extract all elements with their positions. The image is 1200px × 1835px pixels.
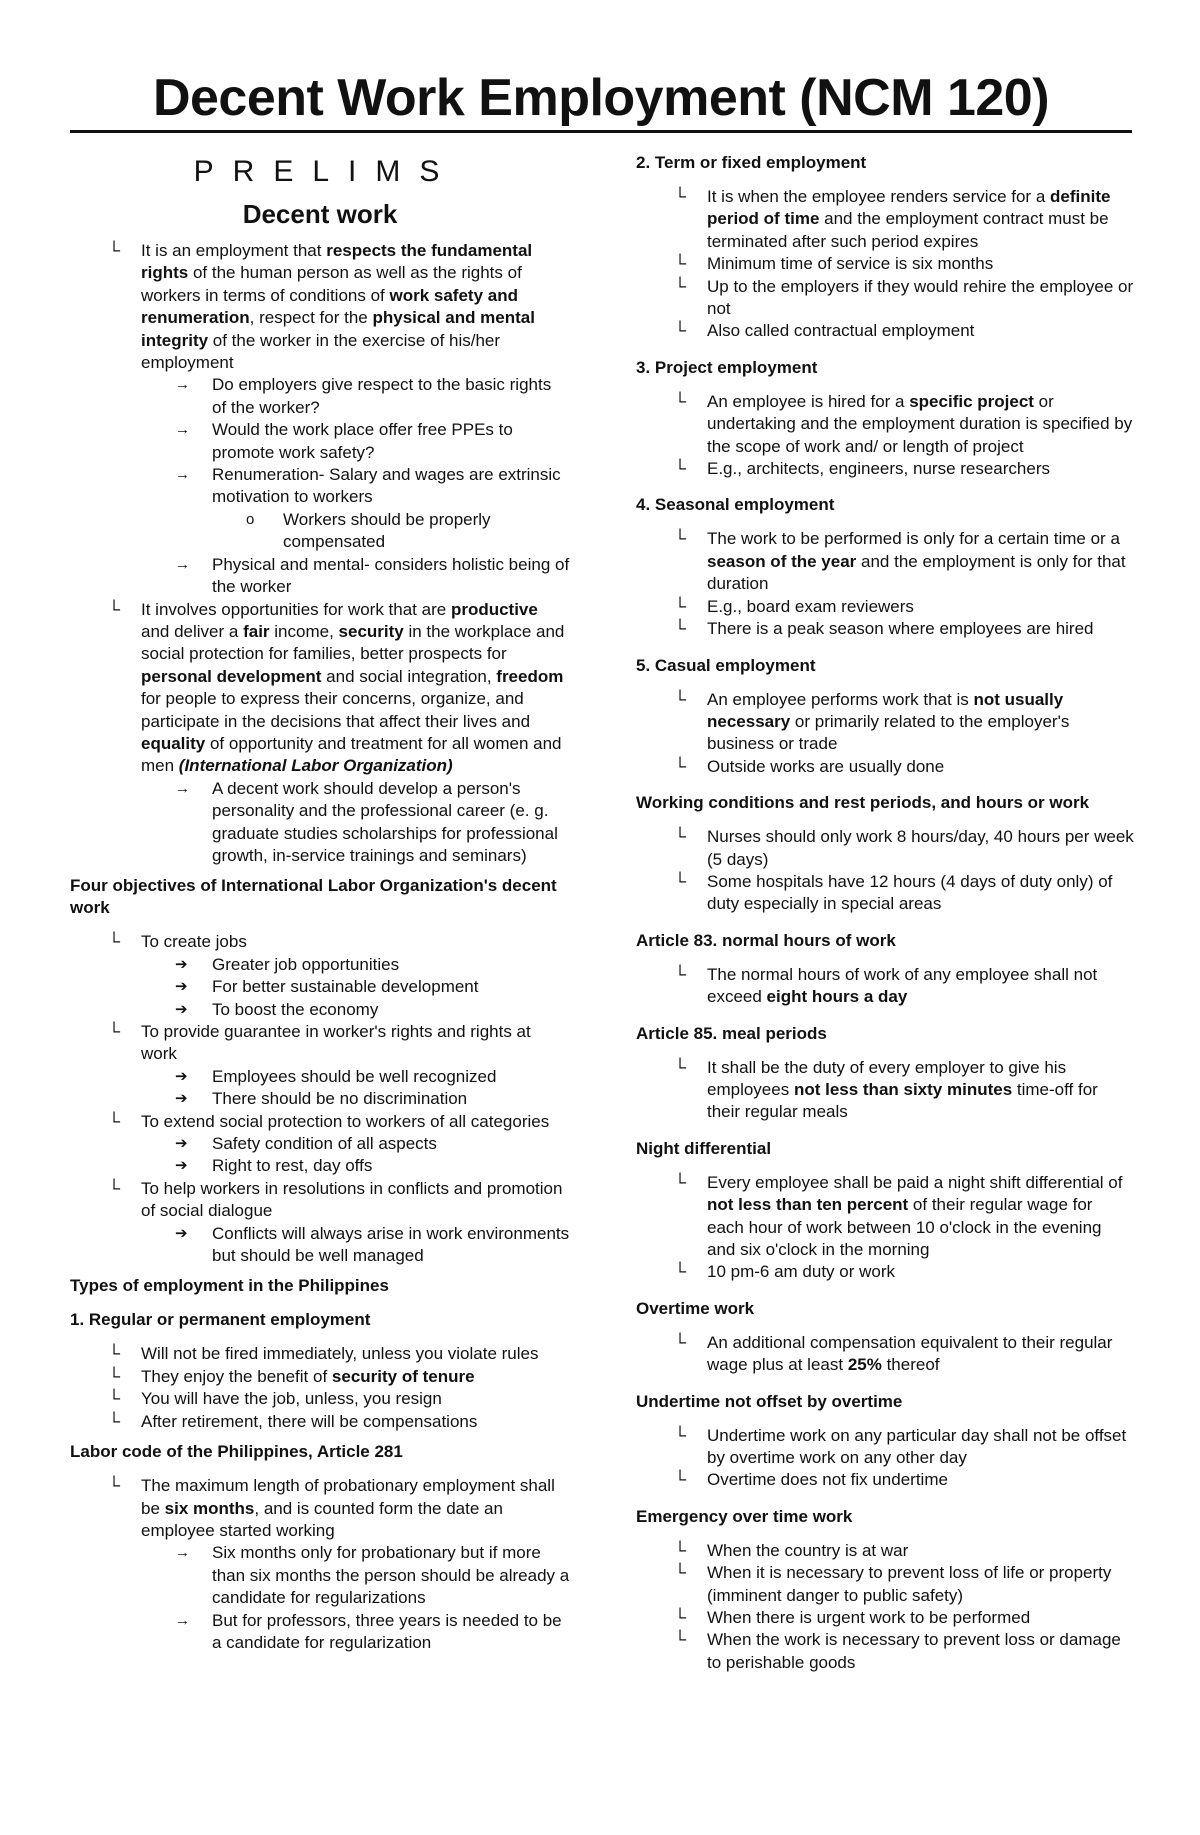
tick-bullet-icon: └ [674, 1332, 687, 1352]
list-item: └ Will not be fired immediately, unless you violate rules [70, 1343, 570, 1365]
arrow-bullet-icon: → [175, 466, 190, 484]
tick-bullet-icon: └ [674, 459, 687, 479]
arrow-bullet-icon: → [175, 376, 190, 394]
list-item: └ Also called contractual employment [636, 320, 1134, 342]
list-item: └ 10 pm-6 am duty or work [636, 1261, 1134, 1283]
list-item: └ When it is necessary to prevent loss of life or property (imminent danger to public safety) [674, 1563, 1112, 1605]
list-item: └ Some hospitals have 12 hours (4 days of duty only) of duty especially in special areas [674, 871, 1113, 914]
bold-arrow-bullet-icon: ➔ [175, 1135, 188, 1153]
list-item: └ It is when the employee renders service for a definite period of time and the employment contract must be terminated after such period expires [674, 187, 1111, 251]
undertime-section [636, 1391, 1134, 1492]
list-item: └ E.g., architects, engineers, nurse researchers [636, 458, 1134, 480]
list-item: └ It is an employment that respects the fundamental rights of the human person as well as the rights of workers in terms of conditions of work safety and renumeration, respect for the physical and mental integrity of the worker in the exercise of his/her employment → Do employers give respect to the basic rights of the worker? → Would the work place offer free PPEs to promote work safety? → Renumeration- Salary and wages are extrinsic motivation to workers o Workers should be properly compensated → Physical and mental- considers holistic being of the worker [70, 240, 570, 599]
project-employment-section [636, 357, 1134, 481]
prelims-heading: PRELIMS [193, 155, 459, 188]
list-item: ➔ To boost the economy [141, 999, 570, 1021]
tick-bullet-icon: └ [674, 254, 687, 274]
emergency-overtime-section [636, 1506, 1134, 1674]
list-item: ➔ Conflicts will always arise in work environments but should be well managed [175, 1223, 570, 1266]
regular-employment-list [70, 1343, 570, 1433]
list-item: └ An additional compensation equivalent to their regular wage plus at least 25% thereof [674, 1332, 1113, 1375]
arrow-bullet-icon: → [175, 421, 190, 439]
overtime-list [636, 1332, 1134, 1377]
list-item: └ When there is urgent work to be performed [636, 1607, 1134, 1629]
list-item: └ It shall be the duty of every employer to give his employees not less than sixty minutes time-off for their regular meals [674, 1057, 1098, 1122]
tick-bullet-icon: └ [108, 1366, 121, 1386]
tick-bullet-icon: └ [674, 321, 687, 341]
section-heading: Undertime not offset by overtime [636, 1391, 903, 1411]
overtime-section [636, 1298, 1134, 1377]
list-item: → Do employers give respect to the basic rights of the worker? [175, 375, 552, 417]
tick-bullet-icon: └ [108, 1022, 121, 1041]
labor-code-list [70, 1475, 570, 1654]
emergency-overtime-list [636, 1540, 1134, 1674]
article-83-section [636, 930, 1134, 1009]
tick-bullet-icon: └ [674, 1563, 687, 1583]
arrow-bullet-icon: → [175, 779, 190, 797]
list-item: → Physical and mental- considers holistic being of the worker [175, 554, 570, 597]
seasonal-employment-list [636, 528, 1134, 640]
section-heading: 4. Seasonal employment [636, 495, 835, 515]
decent-work-heading: Decent work [242, 199, 398, 229]
sub-list [141, 1223, 570, 1268]
section-heading: 1. Regular or permanent employment [70, 1310, 371, 1330]
sub-list [141, 1542, 570, 1654]
circle-bullet-icon: o [246, 510, 255, 528]
sub-list [141, 1133, 570, 1178]
term-employment-section [636, 152, 1134, 343]
tick-bullet-icon: └ [674, 619, 687, 639]
list-item: o Workers should be properly compensated [246, 509, 491, 552]
list-item: └ An employee is hired for a specific project or undertaking and the employment duration is specified by the scope of work and/ or length of project [674, 391, 1133, 456]
tick-bullet-icon: └ [108, 1389, 121, 1409]
list-item: └ When the work is necessary to prevent loss or damage to perishable goods [674, 1630, 1121, 1672]
list-item: └ To help workers in resolutions in conflicts and promotion of social dialogue ➔ Conflicts will always arise in work environments but should be well managed [70, 1178, 570, 1268]
list-item: └ Minimum time of service is six months [636, 253, 1134, 275]
list-item: └ Every employee shall be paid a night shift differential of not less than ten percent of their regular wage for each hour of work between 10 o'clock in the evening and six o'clock in the morning [674, 1172, 1123, 1259]
tick-bullet-icon: └ [674, 1540, 687, 1560]
section-heading: Article 85. meal periods [636, 1023, 827, 1043]
list-item: ➔ Greater job opportunities [141, 954, 570, 976]
title-underline [70, 130, 1132, 133]
article-85-section [636, 1023, 1134, 1124]
list-item: ➔ There should be no discrimination [141, 1088, 570, 1110]
regular-employment-section [70, 1309, 570, 1433]
tick-bullet-icon: └ [674, 827, 687, 847]
list-item: └ E.g., board exam reviewers [636, 596, 1134, 618]
tick-bullet-icon: └ [108, 1344, 121, 1364]
section-heading: Night differential [636, 1138, 772, 1158]
sub-list [141, 778, 570, 868]
tick-bullet-icon: └ [674, 1470, 687, 1490]
tick-bullet-icon: └ [108, 932, 121, 952]
tick-bullet-icon: └ [674, 1057, 687, 1077]
tick-bullet-icon: └ [674, 964, 687, 984]
types-section [70, 1275, 570, 1297]
bold-arrow-bullet-icon: ➔ [175, 1157, 188, 1175]
list-item: → Renumeration- Salary and wages are extrinsic motivation to workers o Workers should be properly compensated [141, 464, 570, 554]
working-conditions-list [636, 826, 1134, 916]
list-item: └ There is a peak season where employees are hired [636, 618, 1134, 640]
tick-bullet-icon: └ [674, 1172, 687, 1192]
tick-bullet-icon: └ [674, 596, 687, 616]
bold-arrow-bullet-icon: ➔ [175, 1067, 188, 1085]
arrow-bullet-icon: → [175, 555, 190, 573]
list-item: → Would the work place offer free PPEs to promote work safety? [175, 420, 513, 462]
ilo-objectives-section [70, 875, 570, 1267]
tick-bullet-icon: └ [108, 1476, 121, 1496]
section-heading: Four objectives of International Labor Organization's decent work [70, 876, 557, 918]
section-heading: Emergency over time work [636, 1506, 853, 1526]
list-item: ➔ Right to rest, day offs [141, 1155, 570, 1177]
casual-employment-list [636, 689, 1134, 779]
list-item: └ To extend social protection to workers of all categories ➔ Safety condition of all aspects ➔ Right to rest, day offs [70, 1111, 570, 1178]
section-heading: Types of employment in the Philippines [70, 1276, 389, 1296]
list-item: └ After retirement, there will be compensations [70, 1411, 570, 1433]
arrow-bullet-icon: → [175, 1611, 190, 1629]
tick-bullet-icon: └ [108, 241, 121, 260]
bold-arrow-bullet-icon: ➔ [175, 1090, 188, 1108]
article-85-list [636, 1057, 1134, 1124]
night-differential-list [636, 1172, 1134, 1284]
sub-list [141, 374, 570, 598]
list-item: └ Overtime does not fix undertime [636, 1469, 1134, 1491]
casual-employment-section [636, 655, 1134, 779]
project-employment-list [636, 391, 1134, 481]
tick-bullet-icon: └ [674, 276, 687, 296]
tick-bullet-icon: └ [108, 1411, 121, 1431]
list-item: ➔ For better sustainable development [141, 976, 570, 998]
section-heading: Labor code of the Philippines, Article 281 [70, 1442, 403, 1462]
list-item: └ It involves opportunities for work that are productive and deliver a fair income, security in the workplace and social protection for families, better prospects for personal development and social integration, freedom for people to express their concerns, organize, and participate in the decisions that affect their lives and equality of opportunity and treatment for all women and men (International Labor Organization) → A decent work should develop a person's personality and the professional career (e. g. graduate studies scholarships for professional growth, in-service trainings and seminars) [70, 599, 570, 868]
tick-bullet-icon: └ [674, 529, 687, 549]
arrow-bullet-icon: → [175, 1544, 190, 1562]
section-heading: Overtime work [636, 1298, 755, 1318]
document-title: Decent Work Employment (NCM 120) [152, 69, 1050, 127]
tick-bullet-icon: └ [674, 756, 687, 776]
section-heading: 3. Project employment [636, 357, 818, 377]
section-heading: 5. Casual employment [636, 655, 816, 675]
working-conditions-section [636, 792, 1134, 916]
right-column [636, 150, 1134, 1674]
section-heading: Working conditions and rest periods, and hours or work [636, 793, 1090, 813]
list-item: └ When the country is at war [636, 1540, 1134, 1562]
tick-bullet-icon: └ [674, 391, 687, 411]
left-column [70, 150, 570, 1654]
list-item: ➔ Safety condition of all aspects [141, 1133, 570, 1155]
bold-arrow-bullet-icon: ➔ [175, 1000, 188, 1018]
sub-list [141, 1066, 570, 1111]
list-item: └ To create jobs ➔ Greater job opportunities ➔ For better sustainable development ➔ To boost the economy [70, 931, 570, 1021]
list-item: → But for professors, three years is needed to be a candidate for regularization [175, 1610, 562, 1652]
ilo-objectives-list [70, 931, 570, 1267]
tick-bullet-icon: └ [674, 1608, 687, 1628]
list-item: ➔ Employees should be well recognized [141, 1066, 570, 1088]
list-item: └ To provide guarantee in worker's rights and rights at work ➔ Employees should be well recognized ➔ There should be no discrimination [70, 1021, 570, 1111]
bold-arrow-bullet-icon: ➔ [175, 955, 188, 973]
seasonal-employment-section [636, 494, 1134, 640]
article-83-list [636, 964, 1134, 1009]
section-heading: Article 83. normal hours of work [636, 930, 896, 950]
term-employment-list [636, 186, 1134, 343]
list-item: └ Undertime work on any particular day shall not be offset by overtime work on any other day [674, 1425, 1127, 1468]
sub-sub-list [212, 509, 570, 554]
sub-list [141, 954, 570, 1021]
bold-arrow-bullet-icon: ➔ [175, 1224, 188, 1242]
list-item: → Six months only for probationary but if more than six months the person should be already a candidate for regularizations [175, 1543, 570, 1608]
tick-bullet-icon: └ [108, 1111, 121, 1131]
tick-bullet-icon: └ [108, 1178, 121, 1198]
labor-code-section [70, 1441, 570, 1654]
list-item: └ The normal hours of work of any employee shall not exceed eight hours a day [674, 964, 1098, 1007]
list-item: └ The work to be performed is only for a certain time or a season of the year and the employment is only for that duration [674, 529, 1126, 594]
tick-bullet-icon: └ [674, 187, 687, 206]
tick-bullet-icon: └ [674, 1425, 687, 1445]
list-item: └ The maximum length of probationary employment shall be six months, and is counted form the date an employee started working → Six months only for probationary but if more than six months the person should be already a candidate for regularizations → But for professors, three years is needed to be a candidate for regularization [70, 1475, 570, 1654]
list-item: └ Up to the employers if they would rehire the employee or not [674, 276, 1134, 319]
list-item: └ They enjoy the benefit of security of tenure [70, 1366, 570, 1388]
tick-bullet-icon: └ [108, 599, 121, 619]
tick-bullet-icon: └ [674, 871, 687, 891]
tick-bullet-icon: └ [674, 689, 687, 709]
decent-work-list [70, 240, 570, 867]
list-item: └ Nurses should only work 8 hours/day, 40 hours per week (5 days) [674, 827, 1134, 869]
undertime-list [636, 1425, 1134, 1492]
list-item: → A decent work should develop a person's personality and the professional career (e. g. graduate studies scholarships for professional growth, in-service trainings and seminars) [175, 778, 558, 865]
tick-bullet-icon: └ [674, 1262, 687, 1282]
tick-bullet-icon: └ [674, 1630, 687, 1650]
bold-arrow-bullet-icon: ➔ [175, 978, 188, 996]
list-item: └ Outside works are usually done [636, 756, 1134, 778]
list-item: └ You will have the job, unless, you resign [70, 1388, 570, 1410]
section-heading: 2. Term or fixed employment [636, 153, 867, 172]
night-differential-section [636, 1138, 1134, 1284]
list-item: └ An employee performs work that is not usually necessary or primarily related to the employer's business or trade [674, 689, 1070, 754]
